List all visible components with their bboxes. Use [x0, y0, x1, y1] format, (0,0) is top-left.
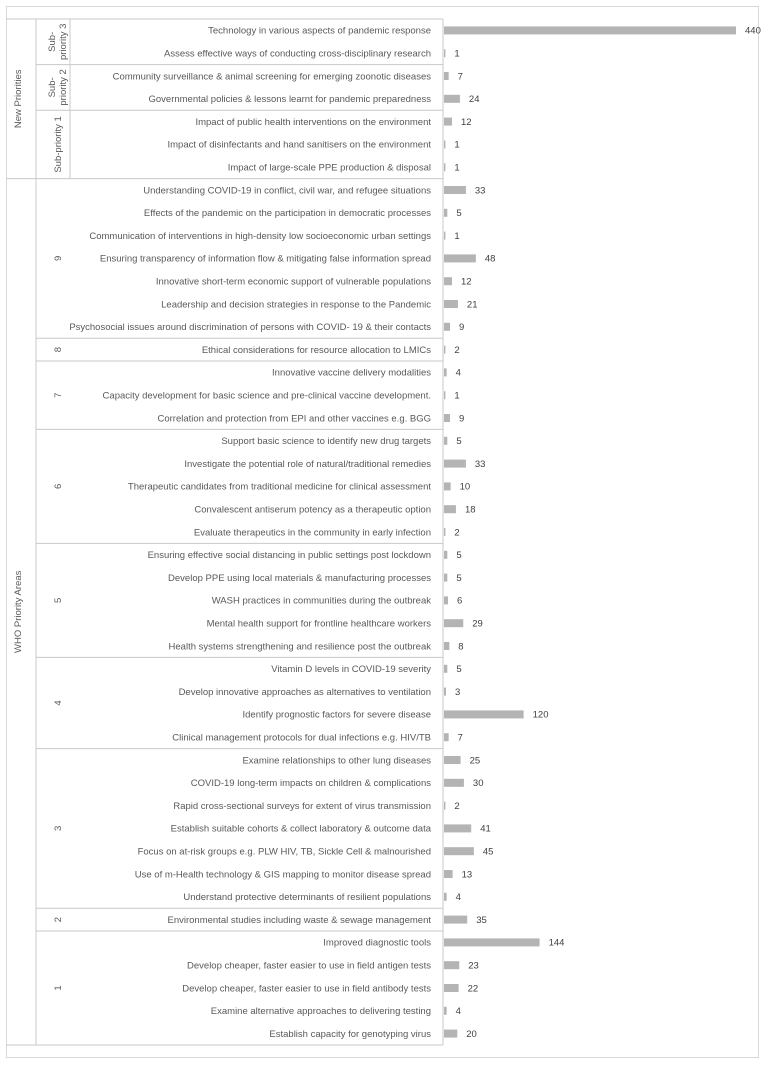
data-label: 1	[454, 230, 460, 242]
bar	[444, 414, 450, 422]
category-label: Technology in various aspects of pandemic response	[208, 25, 431, 37]
bar	[444, 870, 453, 878]
subgroup-label: Sub-priority 3	[47, 23, 69, 61]
category-label: Environmental studies including waste & sewage management	[167, 914, 431, 926]
bar	[444, 802, 445, 810]
subgroup-label: 1	[53, 985, 64, 991]
data-label: 12	[460, 276, 472, 288]
subgroup-label: 7	[53, 392, 64, 398]
bar	[444, 209, 447, 217]
bar	[444, 551, 447, 559]
data-label: 2	[454, 800, 460, 812]
data-label: 2	[454, 344, 460, 356]
bar	[444, 1007, 447, 1015]
bar	[444, 391, 445, 399]
data-label: 35	[476, 914, 487, 926]
category-label: Convalescent antiserum potency as a therapeutic option	[194, 504, 431, 516]
subgroup-label: 8	[53, 346, 64, 353]
bar	[444, 505, 456, 513]
data-label: 440	[745, 25, 761, 37]
bar	[444, 437, 447, 445]
category-label: Establish suitable cohorts & collect laboratory & outcome data	[170, 823, 431, 835]
category-label: Therapeutic candidates from traditional medicine for clinical assessment	[127, 481, 431, 493]
category-label: Use of m-Health technology & GIS mapping to monitor disease spread	[134, 869, 431, 881]
category-label: Develop cheaper, faster easier to use in field antigen tests	[187, 960, 431, 972]
data-label: 7	[457, 71, 463, 83]
data-label: 48	[484, 253, 496, 265]
bar	[444, 72, 449, 80]
bar	[444, 642, 449, 650]
category-label: Impact of large-scale PPE production & disposal	[227, 162, 431, 174]
data-label: 5	[456, 436, 462, 448]
bar	[444, 528, 445, 536]
group-label: New Priorities	[13, 69, 24, 129]
bar	[444, 596, 448, 604]
data-label: 18	[464, 504, 476, 516]
data-label: 1	[454, 390, 460, 402]
data-label: 20	[466, 1028, 477, 1040]
data-label: 9	[458, 413, 465, 425]
category-label: Impact of public health interventions on the environment	[195, 116, 431, 128]
category-label: Examine relationships to other lung diseases	[242, 755, 431, 767]
data-label: 144	[548, 937, 565, 949]
category-label: Leadership and decision strategies in response to the Pandemic	[161, 299, 431, 311]
bar	[444, 893, 447, 901]
bar	[444, 140, 445, 148]
category-label: Understand protective determinants of resilient populations	[183, 892, 431, 904]
bar	[444, 232, 445, 240]
bar	[444, 118, 452, 126]
bar	[444, 26, 736, 34]
data-label: 5	[456, 550, 462, 562]
category-label: Develop cheaper, faster easier to use in field antibody tests	[182, 983, 431, 995]
subgroup-label: Sub-priority 1	[53, 116, 64, 173]
subgroup-label: 6	[53, 483, 64, 490]
group-label: WHO Priority Areas	[13, 570, 24, 653]
subgroup-label: 5	[53, 597, 64, 604]
category-label: Impact of disinfectants and hand sanitisers on the environment	[167, 139, 431, 151]
category-label: Understanding COVID-19 in conflict, civil war, and refugee situations	[143, 185, 431, 197]
bar	[444, 665, 447, 673]
data-label: 21	[466, 299, 478, 311]
data-label: 1	[454, 48, 460, 60]
data-label: 4	[455, 1006, 461, 1018]
data-label: 45	[482, 846, 494, 858]
bar	[444, 1030, 457, 1038]
bar	[444, 688, 446, 696]
data-label: 6	[456, 595, 463, 607]
data-label: 33	[474, 458, 486, 470]
data-label: 1	[454, 162, 460, 174]
data-label: 30	[472, 778, 484, 790]
category-label: Assess effective ways of conducting cross-disciplinary research	[164, 48, 431, 60]
subgroup-label: 4	[53, 700, 64, 706]
data-label: 25	[469, 755, 481, 767]
category-label: Community surveillance & animal screening for emerging zoonotic diseases	[112, 71, 431, 83]
category-label: Ethical considerations for resource allocation to LMICs	[201, 344, 431, 356]
data-label: 2	[454, 527, 460, 539]
category-label: Evaluate therapeutics in the community in early infection	[193, 527, 431, 539]
category-label: Rapid cross-sectional surveys for extent of virus transmission	[173, 800, 431, 812]
bar	[444, 710, 524, 718]
data-label: 22	[467, 983, 479, 995]
data-label: 33	[474, 185, 486, 197]
category-label: Communication of interventions in high-density low socioeconomic urban settings	[89, 230, 431, 242]
subgroup-label: Sub-priority 2	[47, 69, 69, 106]
category-label: Develop PPE using local materials & manufacturing processes	[168, 572, 431, 584]
data-label: 120	[532, 709, 549, 721]
data-label: 41	[480, 823, 491, 835]
data-label: 29	[472, 618, 483, 630]
bar	[444, 49, 445, 57]
category-label: Governmental policies & lessons learnt for pandemic preparedness	[148, 94, 431, 106]
data-label: 9	[458, 322, 465, 334]
category-label: Clinical management protocols for dual infections e.g. HIV/TB	[172, 732, 431, 744]
category-label: Correlation and protection from EPI and other vaccines e.g. BGG	[157, 413, 431, 425]
bar	[444, 756, 461, 764]
category-label: Focus on at-risk groups e.g. PLW HIV, TB, Sickle Cell & malnourished	[137, 846, 431, 858]
bar	[444, 733, 449, 741]
data-label: 3	[454, 686, 461, 698]
bar	[444, 186, 466, 194]
bar	[444, 482, 451, 490]
bar	[444, 619, 463, 627]
bar	[444, 961, 459, 969]
bar	[444, 254, 476, 262]
subgroup-label: 2	[53, 916, 64, 923]
data-label: 12	[460, 116, 472, 128]
bar	[444, 984, 459, 992]
subgroup-label: 3	[53, 825, 64, 832]
data-label: 5	[456, 664, 462, 676]
category-label: Vitamin D levels in COVID-19 severity	[271, 664, 431, 676]
data-label: 5	[456, 572, 462, 584]
data-label: 23	[468, 960, 479, 972]
bar	[444, 277, 452, 285]
category-label: Establish capacity for genotyping virus	[269, 1028, 431, 1040]
bar	[444, 574, 447, 582]
data-label: 7	[457, 732, 463, 744]
data-label: 1	[454, 139, 460, 151]
category-label: Develop innovative approaches as alternatives to ventilation	[178, 686, 431, 698]
bar	[444, 368, 447, 376]
category-label: Identify prognostic factors for severe disease	[242, 709, 431, 721]
data-label: 4	[455, 892, 461, 904]
bar	[444, 824, 471, 832]
data-label: 24	[468, 94, 480, 106]
bar	[444, 938, 540, 946]
bar	[444, 916, 467, 924]
data-label: 4	[455, 367, 461, 379]
bar	[444, 460, 466, 468]
bar	[444, 95, 460, 103]
category-label: Innovative vaccine delivery modalities	[272, 367, 431, 379]
category-label: Health systems strengthening and resilience post the outbreak	[168, 641, 431, 653]
bar	[444, 779, 464, 787]
bar	[444, 847, 474, 855]
category-label: Examine alternative approaches to delivering testing	[210, 1006, 431, 1018]
category-label: Ensuring transparency of information flow & mitigating false information spread	[99, 253, 431, 265]
bar	[444, 323, 450, 331]
category-label: Effects of the pandemic on the participation in democratic processes	[143, 208, 431, 220]
category-label: Improved diagnostic tools	[323, 937, 431, 949]
data-label: 5	[456, 208, 462, 220]
bar	[444, 300, 458, 308]
category-label: WASH practices in communities during the outbreak	[211, 595, 431, 607]
subgroup-label: 9	[53, 255, 64, 262]
data-label: 10	[459, 481, 471, 493]
bar	[444, 346, 445, 354]
category-label: Investigate the potential role of natural/traditional remedies	[184, 458, 431, 470]
category-label: COVID-19 long-term impacts on children & complications	[190, 778, 431, 790]
category-label: Innovative short-term economic support of vulnerable populations	[155, 276, 431, 288]
bar	[444, 163, 445, 171]
category-label: Mental health support for frontline healthcare workers	[206, 618, 431, 630]
category-label: Ensuring effective social distancing in public settings post lockdown	[147, 550, 431, 562]
data-label: 13	[461, 869, 473, 881]
category-label: Support basic science to identify new drug targets	[221, 436, 431, 448]
category-label: Psychosocial issues around discrimination of persons with COVID- 19 & their contacts	[69, 322, 431, 334]
category-label: Capacity development for basic science and pre-clinical vaccine development.	[102, 390, 431, 402]
data-label: 8	[458, 641, 464, 653]
